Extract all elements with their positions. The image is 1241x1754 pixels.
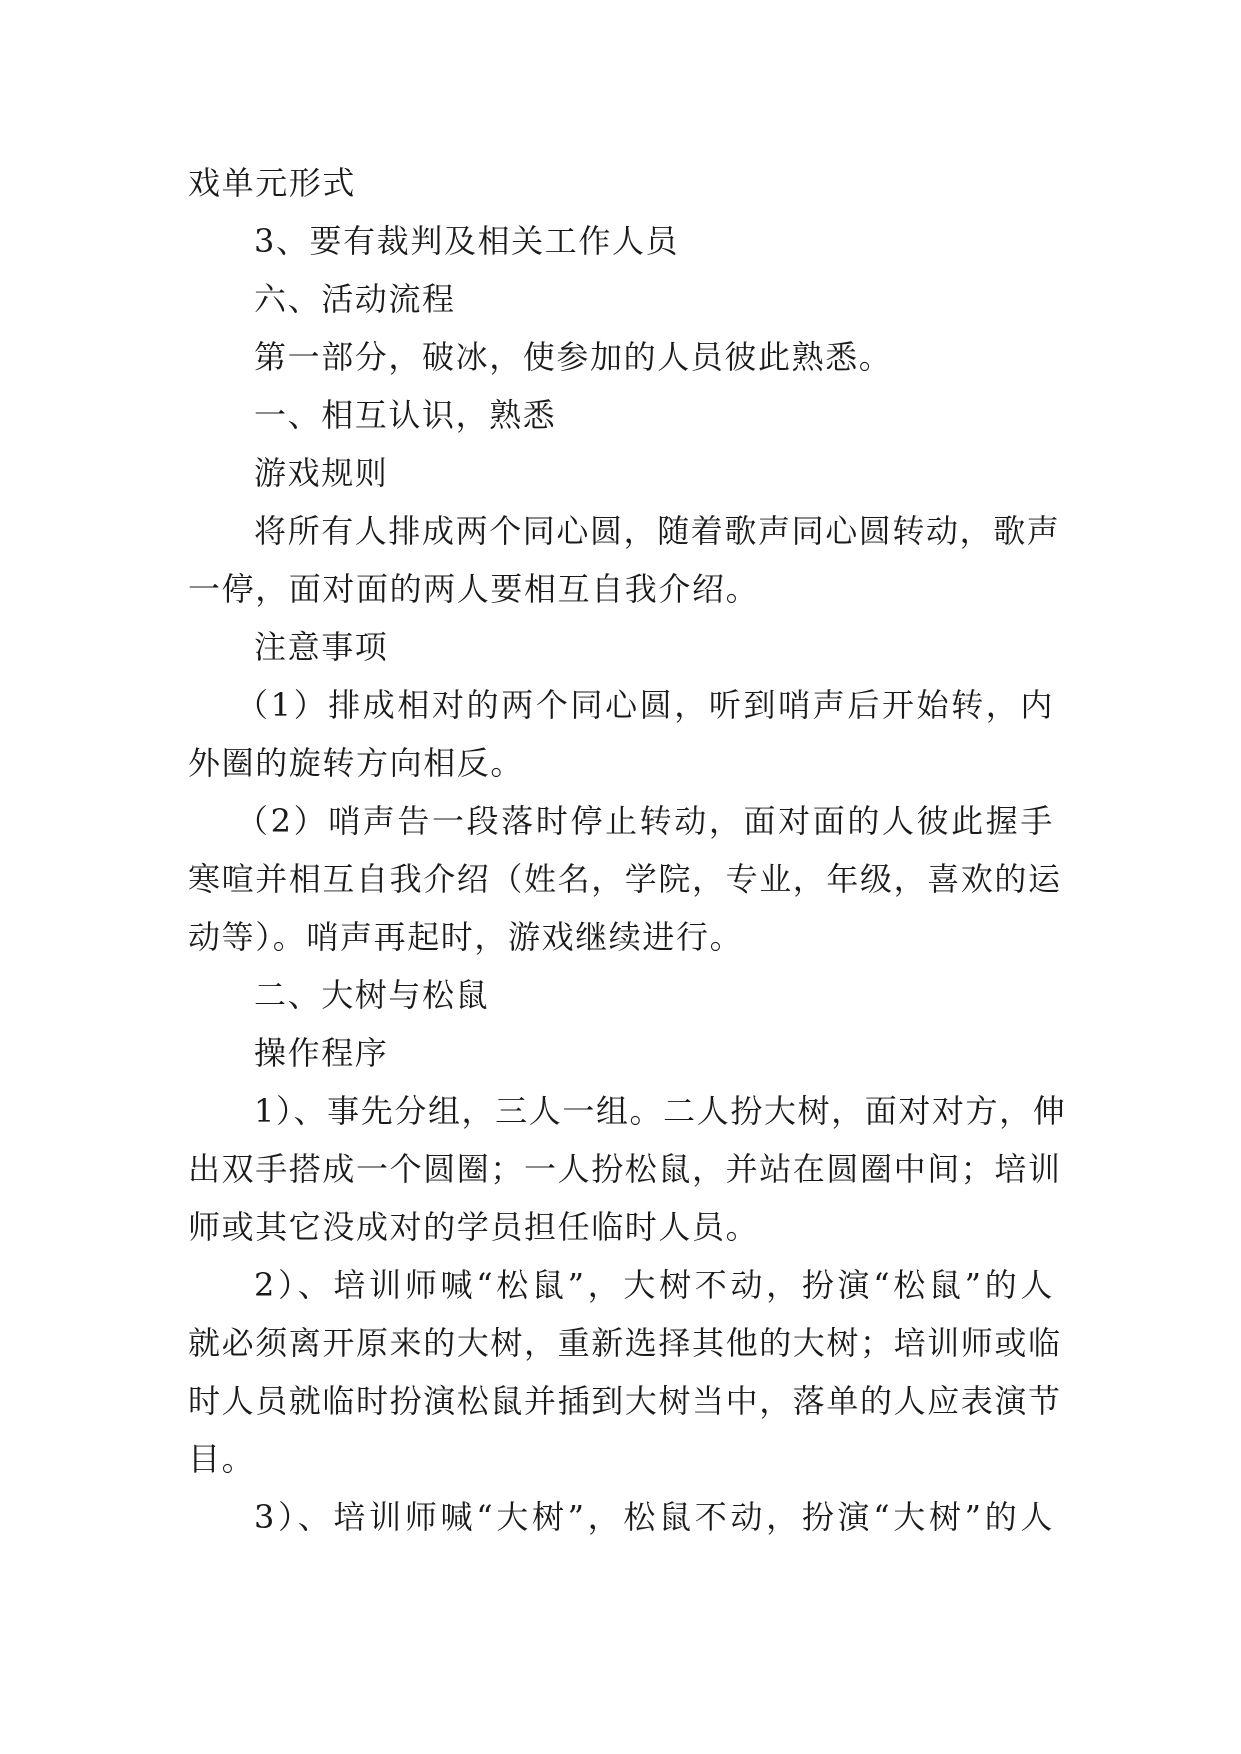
paragraph-line: 2）、培训师喊“松鼠”，大树不动，扮演“松鼠”的人 [254,1266,1054,1304]
paragraph-line: 戏单元形式 [188,164,357,202]
paragraph-line: 3）、培训师喊“大树”，松鼠不动，扮演“大树”的人 [254,1498,1054,1536]
paragraph-line: 一停，面对面的两人要相互自我介绍。 [188,570,760,608]
paragraph-line: 将所有人排成两个同心圆，随着歌声同心圆转动，歌声 [254,512,1061,550]
paragraph-line: 3、要有裁判及相关工作人员 [254,222,680,260]
paragraph-line: 时人员就临时扮演松鼠并插到大树当中，落单的人应表演节 [188,1382,1062,1420]
paragraph-line: 目。 [188,1440,256,1478]
subheading: 注意事项 [254,628,389,666]
subheading: 游戏规则 [254,454,389,492]
section-heading: 一、相互认识，熟悉 [254,396,557,434]
document-page [188,154,1067,1546]
paragraph-line: 动等）。哨声再起时，游戏继续进行。 [188,918,744,956]
paragraph-line: 外圈的旋转方向相反。 [188,744,525,782]
section-heading: 六、活动流程 [254,280,456,318]
subheading: 操作程序 [254,1034,389,1072]
paragraph-line: 师或其它没成对的学员担任临时人员。 [188,1208,760,1246]
paragraph-line: 就必须离开原来的大树，重新选择其他的大树；培训师或临 [188,1324,1062,1362]
paragraph-line: （2）哨声告一段落时停止转动，面对面的人彼此握手 [236,802,1054,840]
paragraph-line: （1）排成相对的两个同心圆，听到哨声后开始转，内 [236,686,1054,724]
paragraph-line: 出双手搭成一个圆圈；一人扮松鼠，并站在圆圈中间；培训 [188,1150,1062,1188]
paragraph-line: 第一部分，破冰，使参加的人员彼此熟悉。 [254,338,893,376]
paragraph-line: 1）、事先分组，三人一组。二人扮大树，面对对方，伸 [254,1092,1067,1130]
section-heading: 二、大树与松鼠 [254,976,490,1014]
paragraph-line: 寒喧并相互自我介绍（姓名，学院，专业，年级，喜欢的运 [188,860,1062,898]
